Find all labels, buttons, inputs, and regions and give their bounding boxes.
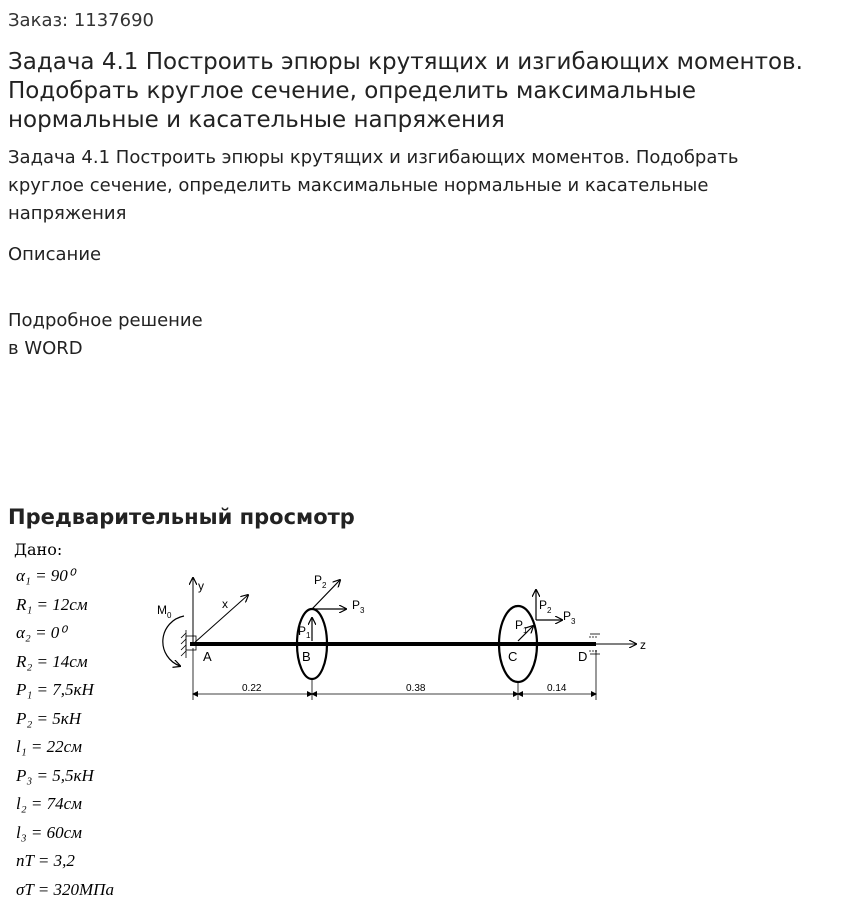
dimension-2: 0.38 (406, 683, 426, 694)
x-axis (193, 595, 248, 644)
label-c: C (508, 649, 518, 664)
label-d: D (578, 649, 588, 664)
given-item: R₁ = 12см (16, 594, 88, 614)
label-p3-b-sub: 3 (360, 606, 365, 615)
label-p1-b: P (298, 624, 307, 638)
label-z: z (640, 638, 646, 652)
shaft-diagram (0, 538, 847, 909)
description-heading: Описание (8, 244, 102, 265)
given-item: α₁ = 90⁰ (16, 566, 75, 585)
label-p2-b: P (314, 573, 323, 587)
given-item: σT = 320МПа (16, 879, 114, 899)
given-item: l₂ = 74см (16, 794, 82, 813)
label-p1-c: P (515, 618, 524, 632)
label-m0: M (157, 603, 167, 617)
given-item: P₂ = 5кН (16, 708, 81, 728)
given-item: R₂ = 14см (16, 651, 88, 671)
order-number: Заказ: 1137690 (8, 10, 154, 31)
label-x: x (222, 597, 228, 611)
description-body (8, 307, 203, 363)
label-p3-c-sub: 3 (571, 617, 576, 626)
label-p2-b-sub: 2 (322, 581, 327, 590)
page-title: Задача 4.1 Построить эпюры крутящих и изгибающих моментов. Подобрать круглое сечение, определить максимальные нормальные и касательные напряжения (8, 49, 803, 133)
preview-heading: Предварительный просмотр (8, 505, 355, 529)
given-title: Дано: (14, 540, 63, 559)
given-item: l₃ = 60см (16, 822, 82, 842)
label-p3-c: P (563, 609, 572, 623)
moment-arc (163, 616, 184, 666)
given-item: l₁ = 22см (16, 737, 82, 756)
dimension-1: 0.22 (242, 683, 262, 694)
given-item: α₂ = 0⁰ (16, 623, 67, 642)
label-y: y (198, 579, 204, 593)
label-b: B (302, 649, 311, 664)
preview-image (0, 538, 847, 909)
given-item: nT = 3,2 (16, 851, 75, 870)
description-line-2: в WORD (8, 338, 83, 359)
given-item: P₁ = 7,5кН (16, 680, 94, 699)
label-p2-c-sub: 2 (547, 606, 552, 615)
label-p1-b-sub: 1 (306, 631, 311, 640)
label-m0-sub: 0 (167, 611, 172, 620)
given-item: P₃ = 5,5кН (16, 765, 94, 785)
label-p3-b: P (352, 598, 361, 612)
label-p1-c-sub: 1 (523, 626, 528, 635)
description-line-1: Подробное решение (8, 310, 203, 331)
task-summary: Задача 4.1 Построить эпюры крутящих и изгибающих моментов. Подобрать круглое сечение, определить максимальные нормальные и касательные напряжения (8, 147, 739, 224)
label-a: A (203, 649, 212, 664)
label-p2-c: P (539, 598, 548, 612)
dimension-3: 0.14 (547, 683, 567, 694)
